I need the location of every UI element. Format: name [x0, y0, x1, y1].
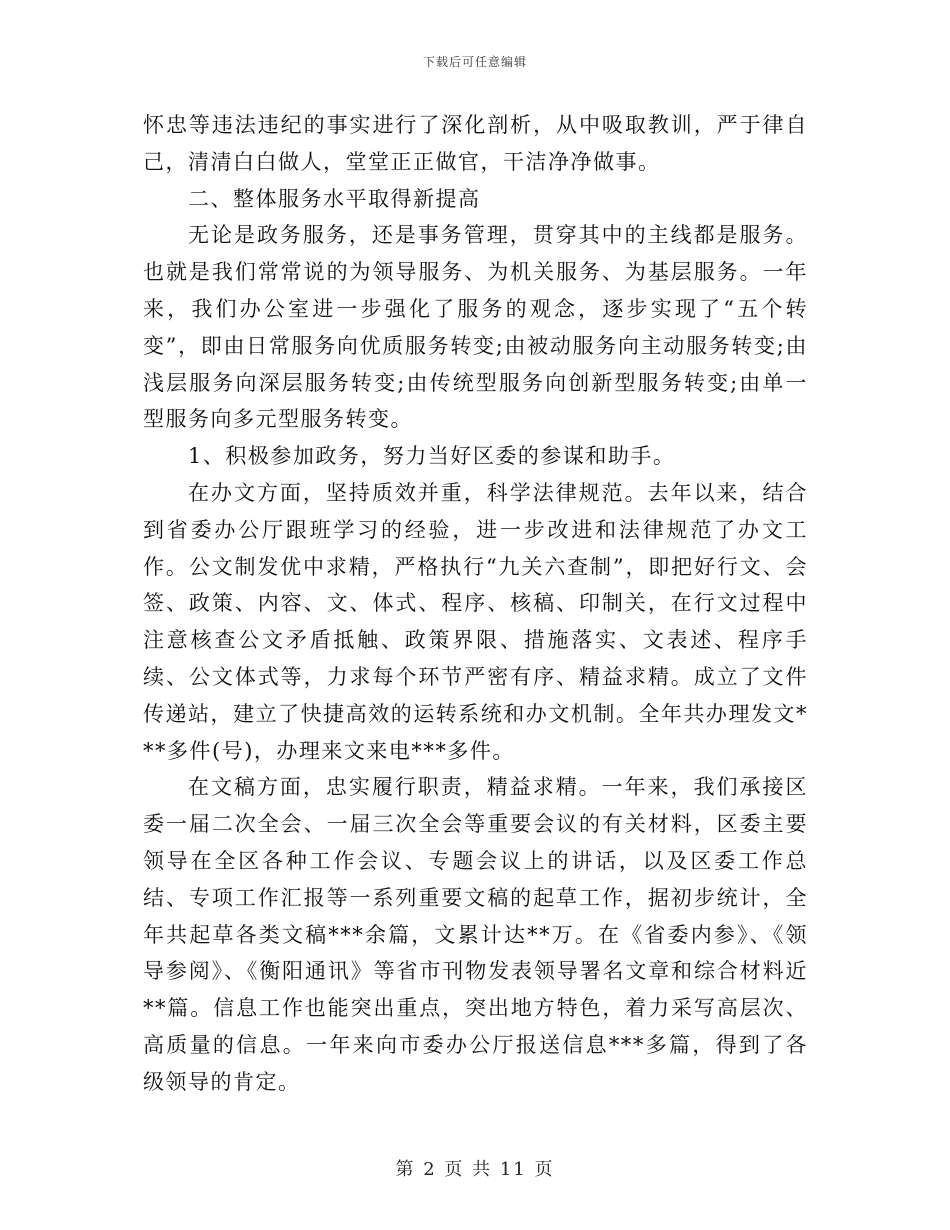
page-header: 下载后可任意编辑 [422, 55, 527, 69]
page-number-footer: 第 2 页 共 11 页 [395, 1159, 555, 1180]
paragraph-1: 怀忠等违法违纪的事实进行了深化剖析，从中吸取教训，严于律自己，清清白白做人，堂堂正正做官，干洁净净做事。 [143, 113, 808, 174]
paragraph-manuscripts: 在文稿方面，忠实履行职责，精益求精。一年来，我们承接区委一届二次全会、一届三次全会等重要会议的有关材料，区委主要领导在全区各种工作会议、专题会议上的讲话，以及区委工作总结、专项工作汇报等一系列重要文稿的起草工作，据初步统计，全年共起草各类文稿***余篇，文累计达**万。在《省委内参》、《领导参阅》、《衡阳通讯》等省市刊物发表领导署名文章和综合材料近**篇。信息工作也能突出重点，突出地方特色，着力采写高层次、高质量的信息。一年来向市委办公厅报送信息***多篇，得到了各级领导的肯定。 [143, 775, 808, 1094]
paragraph-3: 无论是政务服务，还是事务管理，贯穿其中的主线都是服务。也就是我们常常说的为领导服务、为机关服务、为基层服务。一年来，我们办公室进一步强化了服务的观念，逐步实现了“五个转变”，即由日常服务向优质服务转变;由被动服务向主动服务转变;由浅层服务向深层服务转变;由传统型服务向创新型服务转变;由单一型服务向多元型服务转变。 [143, 223, 808, 432]
document-body [143, 107, 808, 1101]
paragraph-document-handling: 在办文方面，坚持质效并重，科学法律规范。去年以来，结合到省委办公厅跟班学习的经验，进一步改进和法律规范了办文工作。公文制发优中求精，严格执行“九关六查制”，即把好行文、会签、政策、内容、文、体式、程序、核稿、印制关，在行文过程中注意核查公文矛盾抵触、政策界限、措施落实、文表述、程序手续、公文体式等，力求每个环节严密有序、精益求精。成立了文件传递站，建立了快捷高效的运转系统和办文机制。全年共办理发文***多件(号)，办理来文来电***多件。 [143, 480, 808, 763]
section-heading-service: 二、整体服务水平取得新提高 [188, 186, 481, 211]
subheading-government-affairs: 1、积极参加政务，努力当好区委的参谋和助手。 [188, 444, 676, 469]
